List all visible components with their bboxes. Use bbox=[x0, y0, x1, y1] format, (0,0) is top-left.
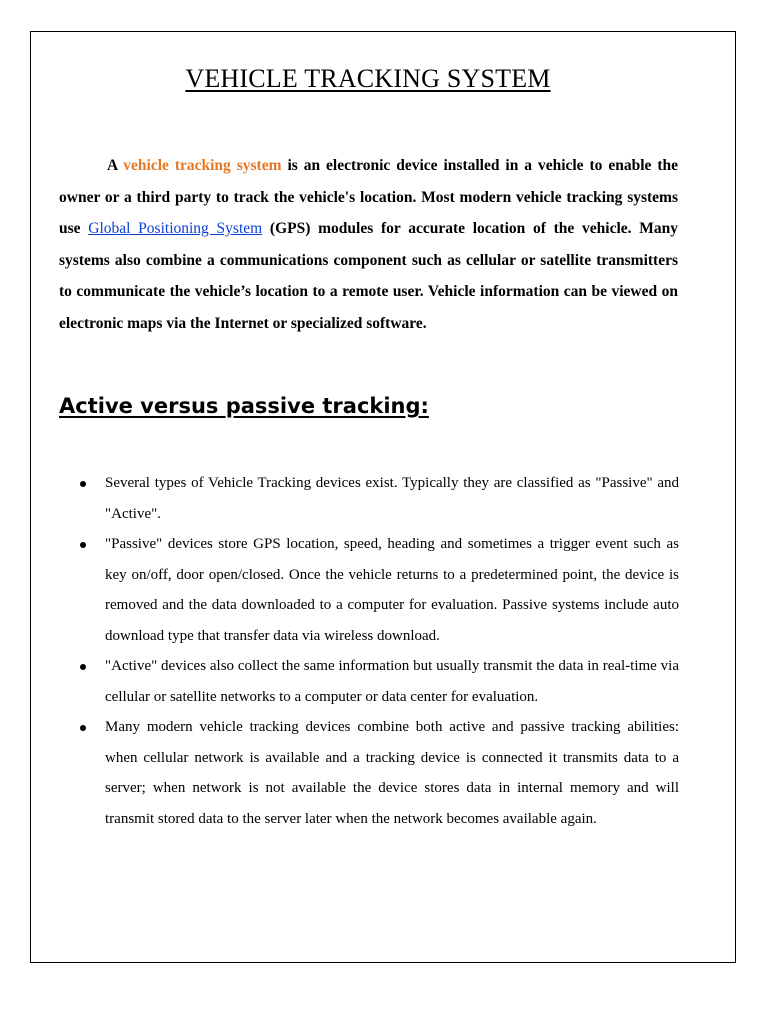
section-heading: Active versus passive tracking: bbox=[59, 394, 429, 418]
gps-link[interactable]: Global Positioning System bbox=[88, 220, 263, 237]
bullet-list bbox=[59, 468, 679, 834]
bullet-icon bbox=[80, 481, 86, 487]
bullet-icon bbox=[80, 542, 86, 548]
bullet-item bbox=[59, 712, 679, 834]
bullet-text: "Active" devices also collect the same information but usually transmit the data in real-time via cellular or satellite networks to a computer or data center for evaluation. bbox=[105, 658, 679, 705]
bullet-text: Several types of Vehicle Tracking devices exist. Typically they are classified as "Passive" and "Active". bbox=[105, 475, 679, 522]
highlighted-term: vehicle tracking system bbox=[123, 157, 282, 174]
bullet-icon bbox=[80, 725, 86, 731]
intro-text-before-link: is an electronic device installed in a vehicle to enable the owner or a third party to track the vehicle's location. Most modern vehicle tracking systems use bbox=[59, 157, 679, 237]
bullet-icon bbox=[80, 664, 86, 670]
bullet-item bbox=[59, 468, 679, 529]
intro-text-after-link: (GPS) modules for accurate location of the vehicle. Many systems also combine a communications component such as cellular or satellite transmitters to communicate the vehicle’s location to a remote user. Vehicle information can be viewed on electronic maps via the Internet or specialized software. bbox=[59, 220, 678, 332]
bullet-text: "Passive" devices store GPS location, speed, heading and sometimes a trigger event such as key on/off, door open/closed. Once the vehicle returns to a predetermined point, the device is removed and the data downloaded to a computer for evaluation. Passive systems include auto download type that transfer data via wireless download. bbox=[105, 536, 679, 644]
intro-prefix: A bbox=[107, 157, 124, 174]
document-title: VEHICLE TRACKING SYSTEM bbox=[185, 64, 551, 93]
bullet-item bbox=[59, 651, 679, 712]
intro-paragraph bbox=[59, 150, 678, 339]
bullet-item bbox=[59, 529, 679, 651]
bullet-text: Many modern vehicle tracking devices combine both active and passive tracking abilities: when cellular network is available and a tracking device is connected it transmits data to a server; when network is not available the device stores data in internal memory and will transmit stored data to the server later when the network becomes available again. bbox=[105, 719, 679, 827]
